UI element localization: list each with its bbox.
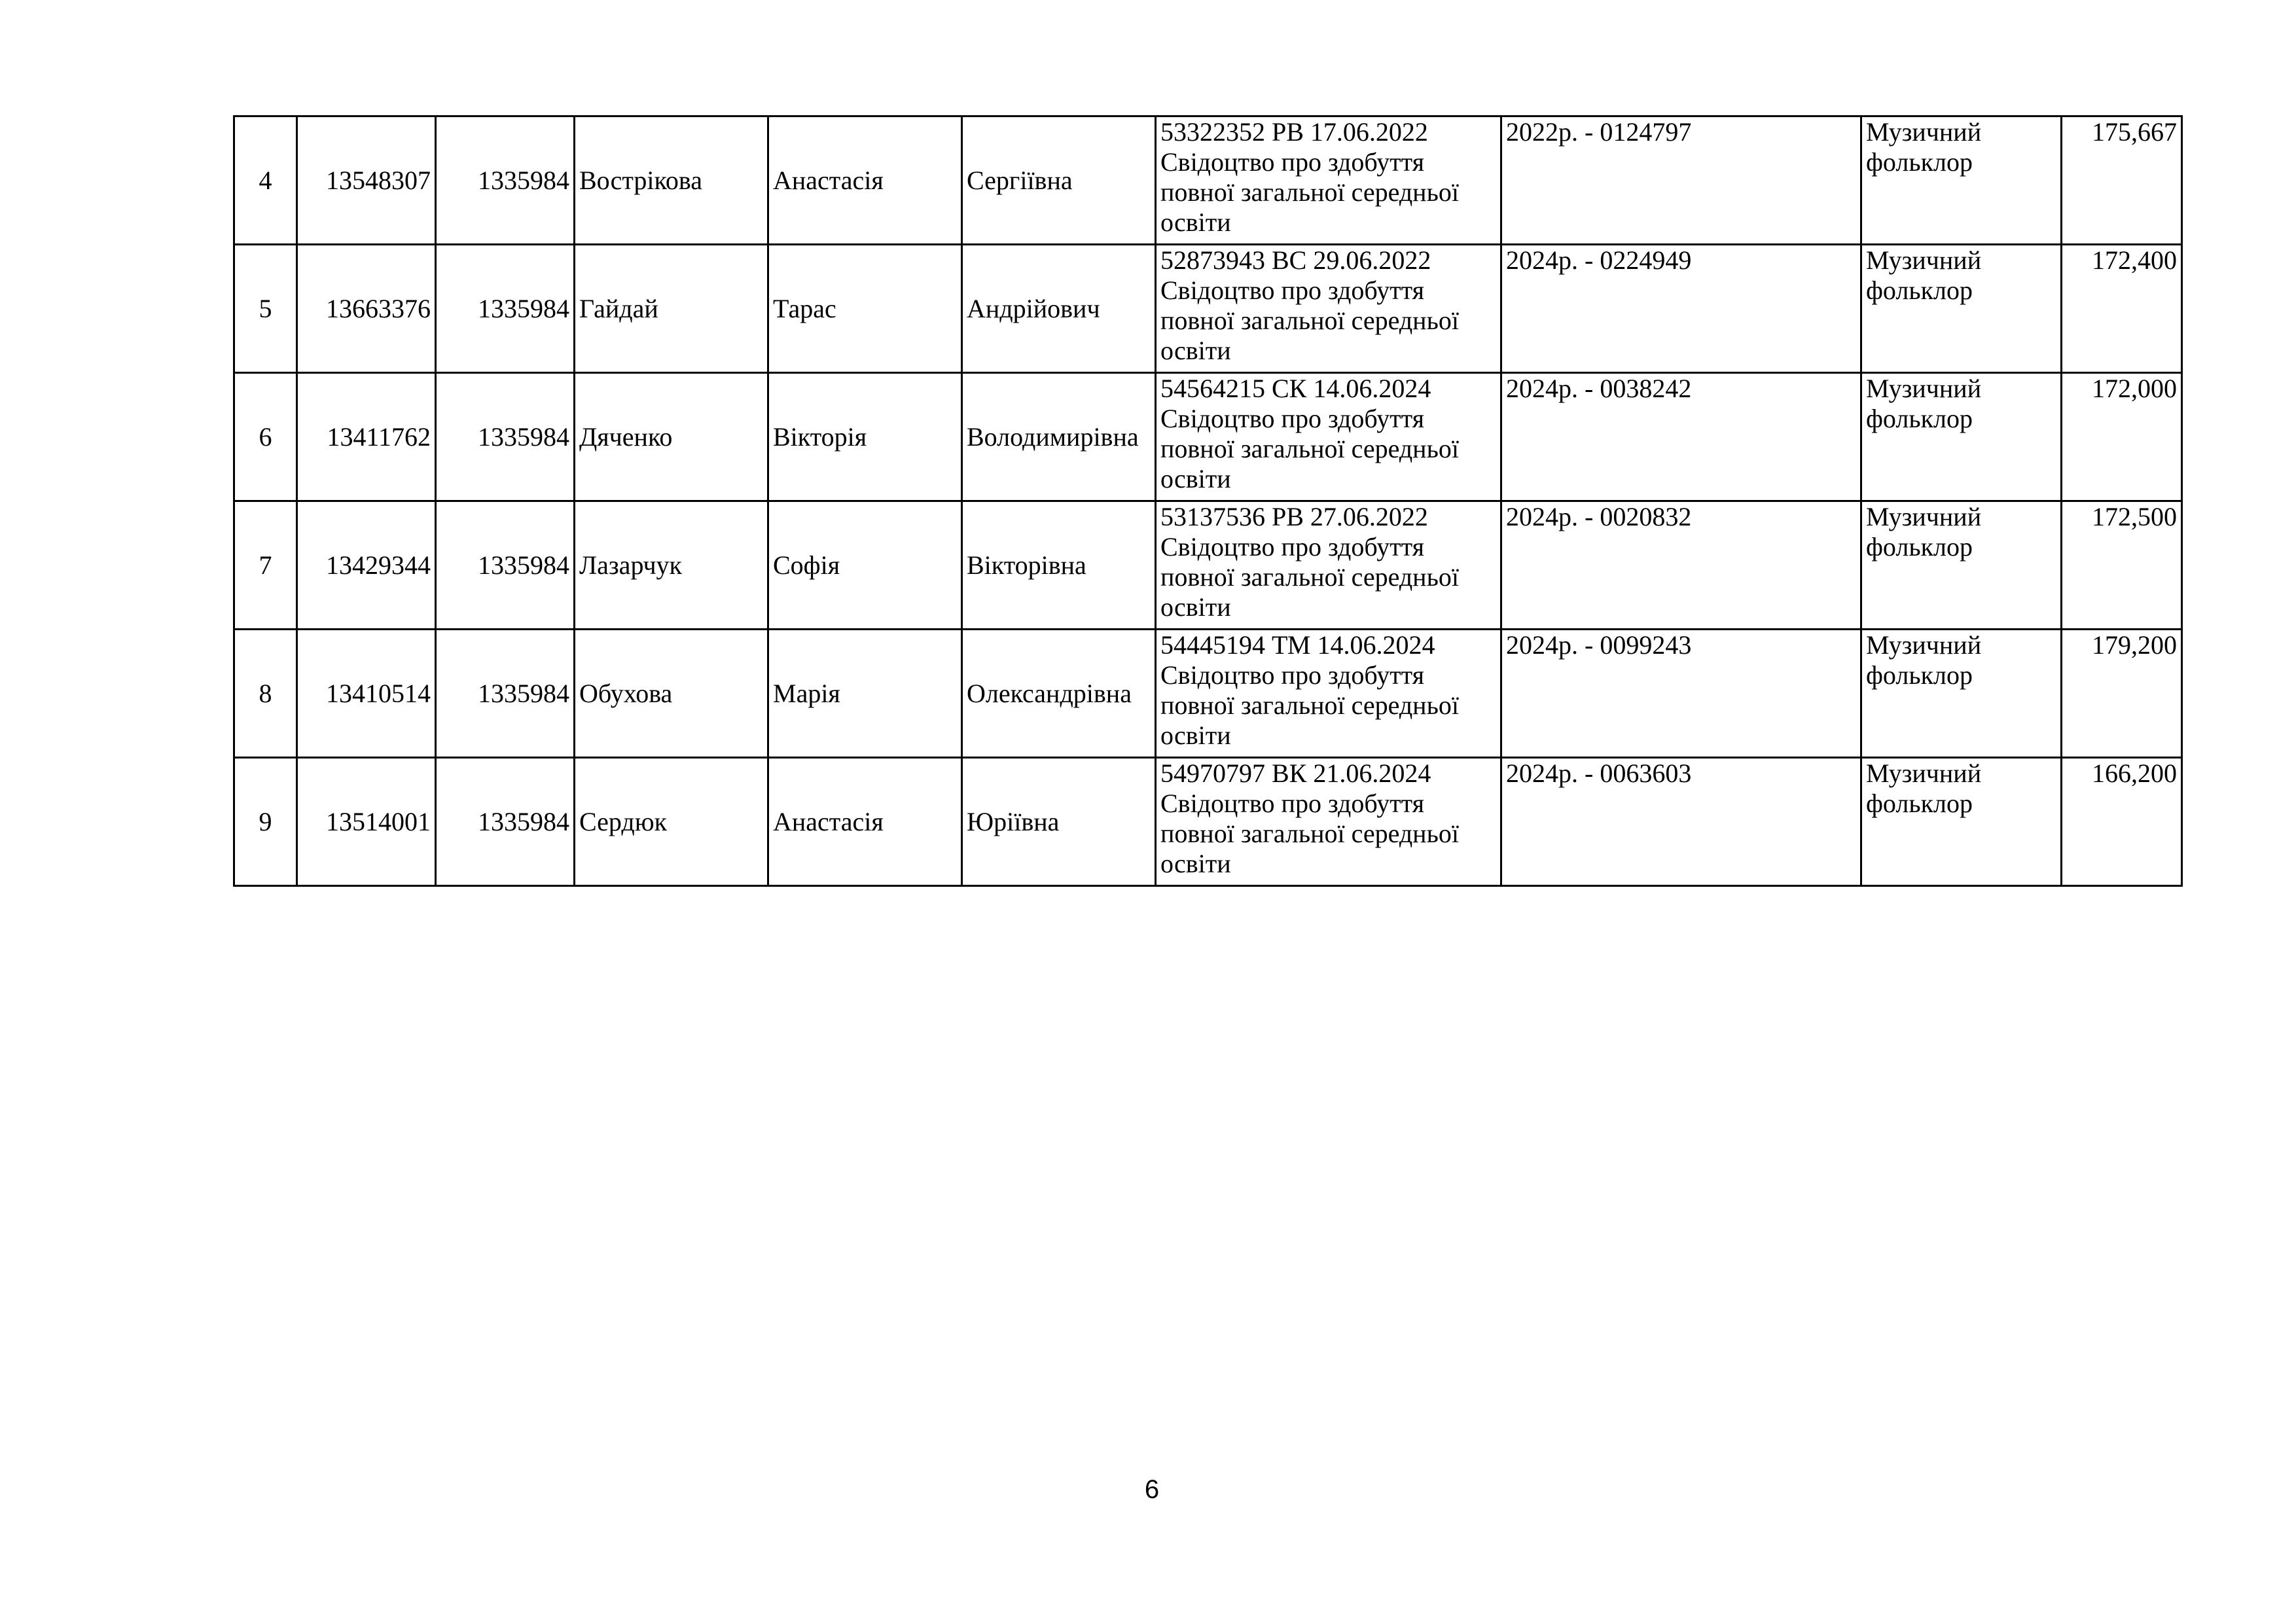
document-number: 54564215 СК 14.06.2024 <box>1160 374 1431 403</box>
program-code: 1335984 <box>436 373 575 501</box>
patronymic: Андрійович <box>962 245 1156 373</box>
program-name: Музичний фольклор <box>1861 245 2062 373</box>
table-row <box>234 758 2182 886</box>
patronymic: Володимирівна <box>962 373 1156 501</box>
document-number: 52873943 ВС 29.06.2022 <box>1160 245 1431 275</box>
patronymic: Юріївна <box>962 758 1156 886</box>
document-number: 53137536 РВ 27.06.2022 <box>1160 502 1428 531</box>
first-name: Анастасія <box>768 758 962 886</box>
document-type: Свідоцтво про здобуття повної загальної середньої освіти <box>1160 147 1459 237</box>
row-number: 7 <box>234 501 297 630</box>
first-name: Софія <box>768 501 962 630</box>
surname: Сердюк <box>575 758 768 886</box>
patronymic: Вікторівна <box>962 501 1156 630</box>
table-row <box>234 116 2182 245</box>
applicant-id: 13411762 <box>297 373 436 501</box>
certificate-number: 2024р. - 0099243 <box>1501 630 1861 758</box>
surname: Дяченко <box>575 373 768 501</box>
document-cell <box>1156 630 1501 758</box>
page-number: 6 <box>1144 1475 1160 1504</box>
document-type: Свідоцтво про здобуття повної загальної середньої освіти <box>1160 532 1459 622</box>
first-name: Тарас <box>768 245 962 373</box>
document-cell <box>1156 116 1501 245</box>
certificate-number: 2022р. - 0124797 <box>1501 116 1861 245</box>
document-type: Свідоцтво про здобуття повної загальної середньої освіти <box>1160 660 1459 750</box>
document-cell <box>1156 245 1501 373</box>
certificate-number: 2024р. - 0038242 <box>1501 373 1861 501</box>
certificate-number: 2024р. - 0063603 <box>1501 758 1861 886</box>
score: 172,400 <box>2062 245 2182 373</box>
row-number: 9 <box>234 758 297 886</box>
document-type: Свідоцтво про здобуття повної загальної середньої освіти <box>1160 789 1459 878</box>
document-cell <box>1156 501 1501 630</box>
document-number: 53322352 РВ 17.06.2022 <box>1160 117 1428 147</box>
program-code: 1335984 <box>436 630 575 758</box>
program-name: Музичний фольклор <box>1861 758 2062 886</box>
first-name: Марія <box>768 630 962 758</box>
patronymic: Олександрівна <box>962 630 1156 758</box>
surname: Гайдай <box>575 245 768 373</box>
score: 172,000 <box>2062 373 2182 501</box>
patronymic: Сергіївна <box>962 116 1156 245</box>
applicant-id: 13429344 <box>297 501 436 630</box>
first-name: Анастасія <box>768 116 962 245</box>
document-type: Свідоцтво про здобуття повної загальної середньої освіти <box>1160 276 1459 365</box>
score: 179,200 <box>2062 630 2182 758</box>
table-body <box>234 116 2182 886</box>
row-number: 5 <box>234 245 297 373</box>
program-name: Музичний фольклор <box>1861 630 2062 758</box>
row-number: 4 <box>234 116 297 245</box>
row-number: 8 <box>234 630 297 758</box>
surname: Лазарчук <box>575 501 768 630</box>
table-row <box>234 501 2182 630</box>
table-row <box>234 630 2182 758</box>
applicants-table <box>233 115 2183 887</box>
table-row <box>234 373 2182 501</box>
program-name: Музичний фольклор <box>1861 373 2062 501</box>
applicant-id: 13410514 <box>297 630 436 758</box>
document-cell <box>1156 758 1501 886</box>
surname: Обухова <box>575 630 768 758</box>
document-cell <box>1156 373 1501 501</box>
program-name: Музичний фольклор <box>1861 501 2062 630</box>
applicant-id: 13514001 <box>297 758 436 886</box>
program-code: 1335984 <box>436 116 575 245</box>
applicant-id: 13548307 <box>297 116 436 245</box>
applicant-id: 13663376 <box>297 245 436 373</box>
document-number: 54445194 ТМ 14.06.2024 <box>1160 630 1435 660</box>
surname: Вострікова <box>575 116 768 245</box>
document-number: 54970797 ВК 21.06.2024 <box>1160 758 1431 788</box>
row-number: 6 <box>234 373 297 501</box>
first-name: Вікторія <box>768 373 962 501</box>
program-code: 1335984 <box>436 501 575 630</box>
program-code: 1335984 <box>436 758 575 886</box>
document-type: Свідоцтво про здобуття повної загальної середньої освіти <box>1160 404 1459 493</box>
table-row <box>234 245 2182 373</box>
score: 172,500 <box>2062 501 2182 630</box>
certificate-number: 2024р. - 0224949 <box>1501 245 1861 373</box>
score: 166,200 <box>2062 758 2182 886</box>
certificate-number: 2024р. - 0020832 <box>1501 501 1861 630</box>
program-name: Музичний фольклор <box>1861 116 2062 245</box>
score: 175,667 <box>2062 116 2182 245</box>
program-code: 1335984 <box>436 245 575 373</box>
